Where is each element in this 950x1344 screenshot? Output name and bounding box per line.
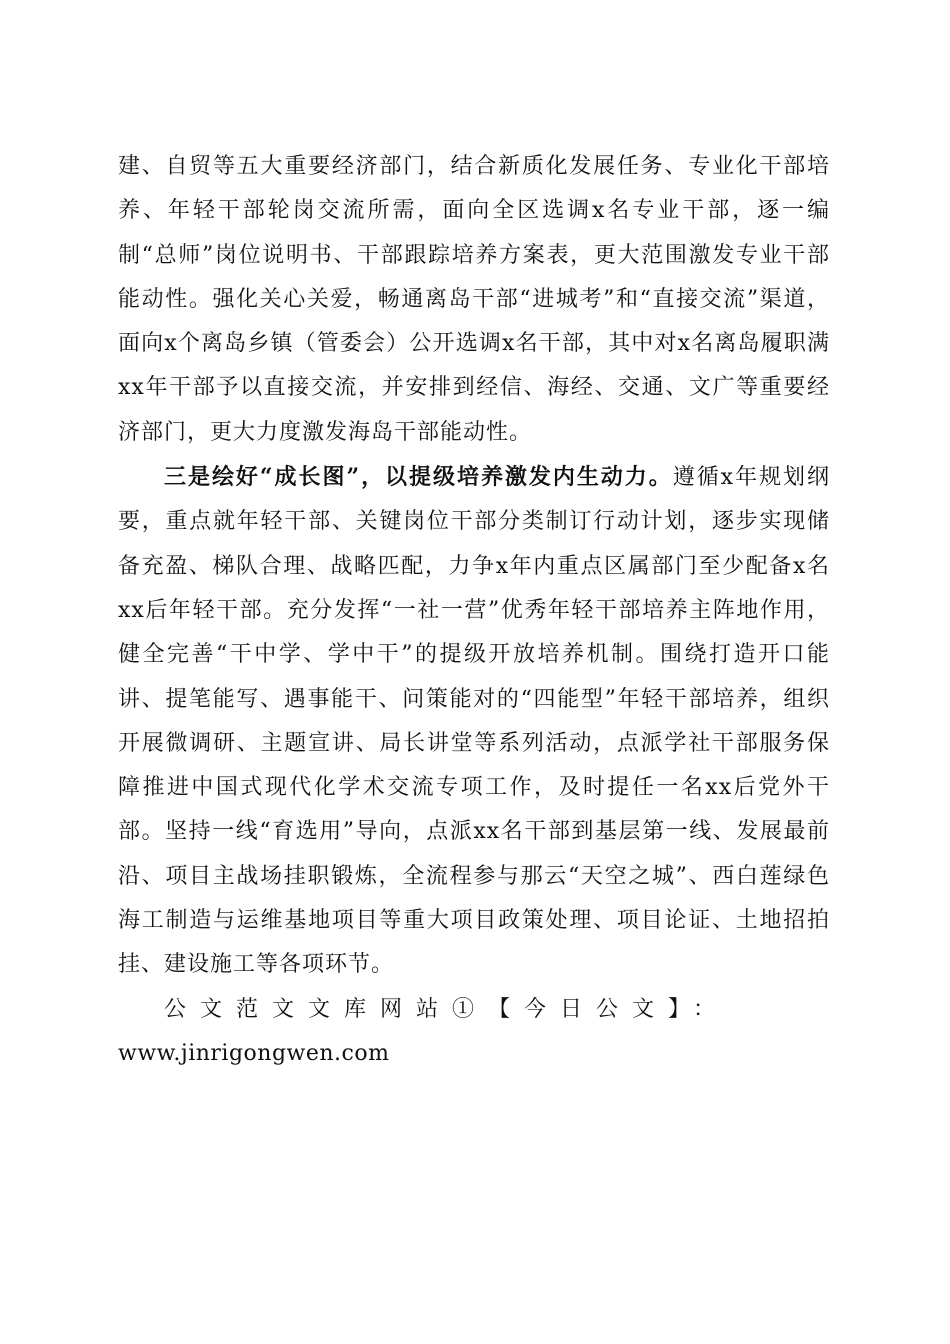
source-label: 公文范文文库网站①【今日公文】： [164,996,730,1022]
paragraph-text: 建、自贸等五大重要经济部门，结合新质化发展任务、专业化干部培养、年轻干部轮岗交流所需，面向全区选调x名专业干部，逐一编制“总师”岗位说明书、干部跟踪培养方案表，更大范围激发专业干部能动性。强化关心关爱，畅通离岛干部“进城考”和“直接交流”渠道，面向x个离岛乡镇（管委会）公开选调x名干部，其中对x名离岛履职满xx年干部予以直接交流，并安排到经信、海经、交通、文广等重要经济部门，更大力度激发海岛干部能动性。 [118,154,830,445]
source-footer [118,988,830,1077]
source-url-link[interactable]: www.jinrigongwen.com [118,1040,390,1066]
paragraph-heading: 三是绘好“成长图”，以提级培养激发内生动力。 [164,464,673,491]
paragraph-continuation [118,145,830,455]
document-body [118,145,830,1076]
paragraph-growth-map [118,455,830,988]
paragraph-text: 遵循x年规划纲要，重点就年轻干部、关键岗位干部分类制订行动计划，逐步实现储备充盈、梯队合理、战略匹配，力争x年内重点区属部门至少配备x名xx后年轻干部。充分发挥“一社一营”优秀年轻干部培养主阵地作用，健全完善“干中学、学中干”的提级开放培养机制。围绕打造开口能讲、提笔能写、遇事能干、问策能对的“四能型”年轻干部培养，组织开展微调研、主题宣讲、局长讲堂等系列活动，点派学社干部服务保障推进中国式现代化学术交流专项工作，及时提任一名xx后党外干部。坚持一线“育选用”导向，点派xx名干部到基层第一线、发展最前沿、项目主战场挂职锻炼，全流程参与那云“天空之城”、西白莲绿色海工制造与运维基地项目等重大项目政策处理、项目论证、土地招拍挂、建设施工等各项环节。 [118,465,830,978]
